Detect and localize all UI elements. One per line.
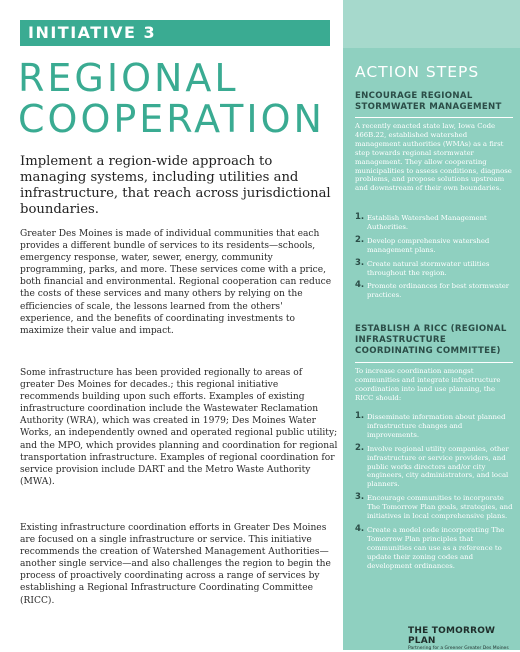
body-paragraph: Greater Des Moines is made of individual communities that each provides a different bundle of services to its residents—schools, emergency response, water, sewer, energy, community programming, parks, and more. These services come with a price, both financial and environmental. Regional cooperation can reduce the costs of these services and many others by relying on the efficiencies of scale, the lessons learned from the others' experience, and the benefits of coordinating investments to maximize their value and impact.: [20, 229, 332, 336]
action-step: [355, 413, 515, 440]
step-text: Create a model code incorporating The Tomorrow Plan principles that communities can use as a reference to update their zoning codes and development ordinances.: [367, 525, 505, 570]
section-description: A recently enacted state law, Iowa Code 466B.22, established watershed management authorities (WMAs) as a first step towards regional stormwater management. They allow cooperating municipalities to assess conditions, diagnose problems, and propose solutions upstream and downstream of their own boundaries.: [355, 122, 512, 193]
section-heading: ENCOURAGE REGIONAL STORMWATER MANAGEMENT: [355, 91, 502, 112]
logo-wordmark: THE TOMORROW PLAN: [408, 626, 496, 646]
action-step: [355, 523, 515, 571]
title-line-1: REGIONAL: [18, 56, 239, 100]
step-text: Promote ordinances for best stormwater practices.: [367, 282, 510, 300]
action-step-list: [355, 413, 515, 576]
step-text: Involve regional utility companies, other infrastructure or service providers, and public works directors and/or city engineers, city administrators, and local planners.: [367, 444, 509, 489]
step-text: Establish Watershed Management Authorities.: [367, 214, 487, 231]
action-step: [355, 214, 515, 232]
action-steps-sidebar: [343, 0, 520, 650]
divider: [355, 362, 513, 363]
step-number: 2.: [355, 442, 365, 453]
action-step: [355, 494, 515, 521]
step-number: 2.: [355, 234, 365, 245]
action-step: [355, 282, 515, 300]
sidebar-title: ACTION STEPS: [355, 63, 480, 81]
page-title: [18, 58, 325, 140]
sidebar-top-band: [343, 0, 520, 48]
action-step: [355, 234, 515, 255]
tomorrow-plan-logo: [408, 626, 520, 652]
body-paragraph: Existing infrastructure coordination efforts in Greater Des Moines are focused on a single infrastructure or service. This initiative recommends the creation of Watershed Management Authorities—another single service—and also challenges the region to begin the process of proactively coordinating across a range of services by establishing a Regional Infrastructure Coordinating Committee (RICC).: [20, 523, 331, 606]
step-text: Encourage communities to incorporate The Tomorrow Plan goals, strategies, and initiatives in local comprehensive plans.: [367, 494, 513, 521]
step-number: 4.: [355, 523, 365, 534]
step-number: 3.: [355, 492, 365, 503]
step-text: Create natural stormwater utilities throughout the region.: [367, 259, 490, 277]
divider: [355, 117, 513, 118]
step-text: Develop comprehensive watershed management plans.: [367, 236, 490, 254]
step-number: 1.: [355, 411, 365, 421]
logo-tagline: Partnering for a Greener Greater Des Moines: [408, 646, 509, 651]
intro-statement: Implement a region-wide approach to managing systems, including utilities and infrastructure, that reach across jurisdictional boundaries.: [20, 154, 331, 217]
step-text: Disseminate information about planned infrastructure changes and improvements.: [367, 413, 506, 439]
step-number: 3.: [355, 257, 365, 268]
action-step: [355, 442, 515, 490]
section-description: To increase coordination amongst communities and integrate infrastructure coordination into land use planning, the RICC should:: [355, 367, 501, 402]
initiative-banner: INITIATIVE 3: [20, 20, 330, 46]
action-step-list: [355, 214, 515, 305]
title-line-2: COOPERATION: [18, 97, 325, 141]
step-number: 4.: [355, 280, 365, 291]
step-number: 1.: [355, 212, 365, 222]
section-heading: ESTABLISH A RICC (REGIONAL INFRASTRUCTURE COORDINATING COMMITTEE): [355, 324, 507, 356]
action-step: [355, 257, 515, 278]
body-paragraph: Some infrastructure has been provided regionally to areas of greater Des Moines for decades.; this regional initiative recommends building upon such efforts. Examples of existing infrastructure coordination include the Wastewater Reclamation Authority (WRA), which was created in 1979; Des Moines Water Works, an independently owned and operated regional public utility; and the MPO, which provides planning and coordination for regional transportation infrastructure. Examples of regional coordination for service provision include DART and the Metro Waste Authority (MWA).: [20, 368, 338, 487]
